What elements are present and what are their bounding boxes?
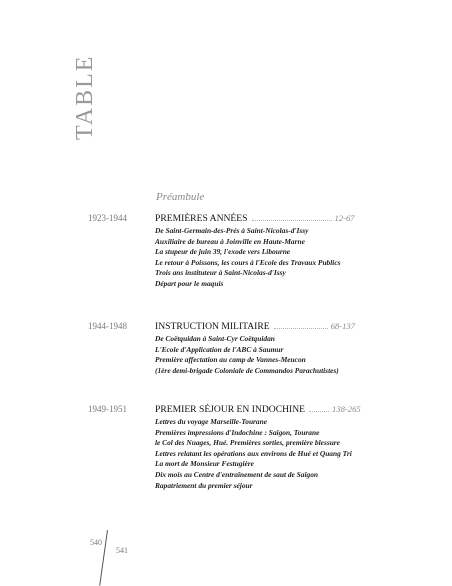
section-pages: 68-137 [330,321,355,331]
toc-section-header [88,403,418,416]
preambule-label: Préambule [156,191,205,203]
toc-section-1 [88,212,418,290]
list-item: Le retour à Poissons, les cours à l'Ecole des Travaux Publics [155,257,341,267]
section-title: PREMIER SÉJOUR EN INDOCHINE [155,404,306,415]
list-item: Rapatriement du premier séjour [155,480,253,490]
list-item: De Coëtquidan à Saint-Cyr Coëtquidan [155,334,275,343]
list-item: De Saint-Germain-des-Prés à Saint-Nicolas-d'Issy [155,226,309,235]
list-item: Départ pour le maquis [155,278,224,288]
toc-section-header [88,212,418,225]
toc-section-header [88,320,418,333]
list-item: La stupeur de juin 39, l'exode vers Libourne [155,247,291,257]
list-item: Dix mois au Centre d'entraînement de saut de Saïgon [155,469,319,479]
list-item: Première affectation au camp de Vannes-Meucon [155,355,306,365]
dot-leader [252,212,332,221]
section-years: 1949-1951 [88,404,127,414]
section-years: 1923-1944 [88,213,127,223]
toc-section-3 [88,403,418,491]
section-heading [155,212,355,225]
list-item: le Col des Nuages, Hué. Premières sorties, première blessure [155,438,340,448]
section-items [155,334,418,376]
section-heading [155,403,361,416]
section-items [155,417,418,491]
dot-leader [274,320,328,329]
list-item: Premières impressions d'Indochine : Saïgon, Tourane [155,427,320,437]
page-number-left: 540 [90,538,102,547]
list-item: L'Ecole d'Application de l'ABC à Saumur [155,344,284,354]
page-number-right: 541 [116,546,128,555]
section-title: INSTRUCTION MILITAIRE [155,321,270,332]
list-item: Lettres relatant les opérations aux environs de Hué et Quang Tri [155,448,352,458]
list-item: Trois ans instituteur à Saint-Nicolas-d'Issy [155,268,286,278]
section-title: PREMIÈRES ANNÉES [155,213,248,224]
list-item: La mort de Monsieur Festugière [155,459,254,469]
dot-leader [309,403,329,412]
page-title: TABLE [72,54,98,140]
section-years: 1944-1948 [88,321,127,331]
section-items [155,226,418,290]
section-pages: 12-67 [334,213,355,223]
section-heading [155,320,355,333]
list-item: (1ère demi-brigade Coloniale de Commandos Parachutistes) [155,365,339,375]
section-pages: 138-265 [332,404,361,414]
list-item: Auxiliaire de bureau à Joinville en Haute-Marne [155,236,305,246]
toc-section-2 [88,320,418,376]
list-item: Lettres du voyage Marseille-Tourane [155,417,268,426]
